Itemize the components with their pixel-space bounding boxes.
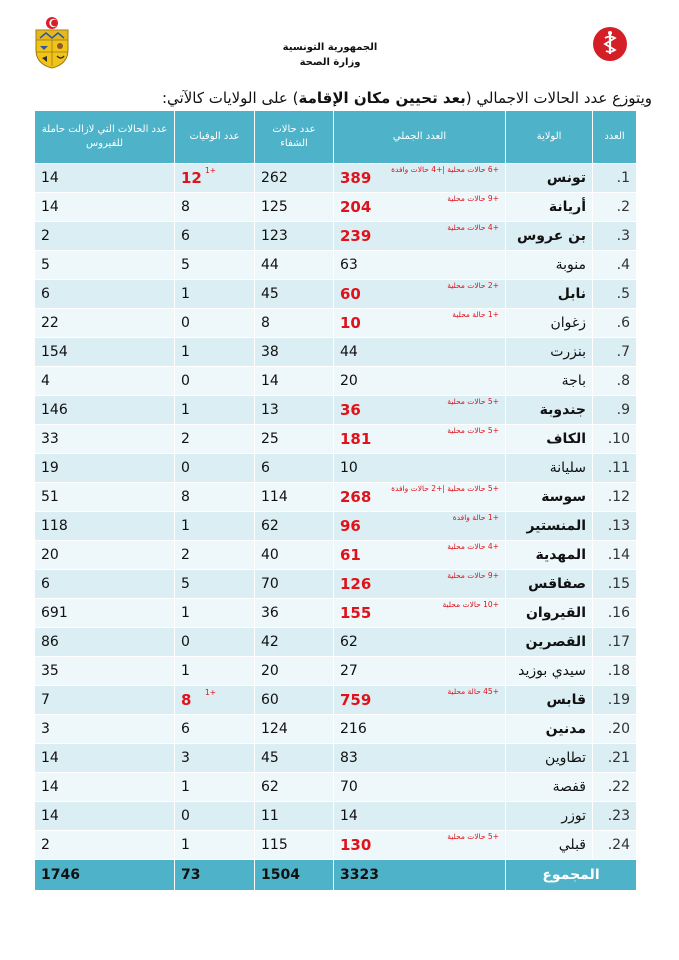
row-index: 17.: [593, 628, 637, 657]
table-row: [35, 309, 637, 338]
row-total: [334, 280, 506, 309]
deaths-value: 0: [181, 315, 190, 331]
row-recovered: 45: [255, 280, 334, 309]
totals-recovered: 1504: [255, 860, 334, 891]
row-deaths: [175, 686, 255, 715]
row-total: [334, 338, 506, 367]
table-row: [35, 251, 637, 280]
total-note: +4 حالات محلية: [447, 542, 499, 551]
row-governorate: سليانة: [506, 454, 593, 483]
deaths-value: 1: [181, 605, 190, 621]
row-index: 7.: [593, 338, 637, 367]
deaths-value: 0: [181, 808, 190, 824]
row-active: 22: [35, 309, 175, 338]
row-recovered: 62: [255, 512, 334, 541]
row-deaths: [175, 570, 255, 599]
row-recovered: 36: [255, 599, 334, 628]
row-deaths: [175, 251, 255, 280]
row-total: [334, 193, 506, 222]
table-row: [35, 744, 637, 773]
row-total: [334, 309, 506, 338]
table-row: [35, 541, 637, 570]
row-index: 9.: [593, 396, 637, 425]
row-total: [334, 222, 506, 251]
row-governorate: القصرين: [506, 628, 593, 657]
total-value: 759: [340, 691, 372, 709]
row-recovered: 60: [255, 686, 334, 715]
deaths-value: 6: [181, 228, 190, 244]
row-recovered: 115: [255, 831, 334, 860]
total-value: 27: [340, 663, 358, 679]
intro-bold: بعد تحيين مكان الإقامة: [298, 89, 466, 107]
row-total: [334, 541, 506, 570]
row-active: 86: [35, 628, 175, 657]
table-row: [35, 831, 637, 860]
totals-total: 3323: [334, 860, 506, 891]
total-value: 61: [340, 546, 361, 564]
row-recovered: 38: [255, 338, 334, 367]
deaths-value: 8: [181, 199, 190, 215]
row-governorate: توزر: [506, 802, 593, 831]
row-governorate: جندوبة: [506, 396, 593, 425]
row-index: 16.: [593, 599, 637, 628]
row-deaths: [175, 367, 255, 396]
row-governorate: زغوان: [506, 309, 593, 338]
table-row: [35, 396, 637, 425]
row-recovered: 114: [255, 483, 334, 512]
deaths-value: 1: [181, 837, 190, 853]
intro-sentence: [30, 88, 652, 108]
header-active: عدد الحالات التي لازالت حاملة للفيروس: [35, 111, 175, 164]
table-row: [35, 454, 637, 483]
total-value: 70: [340, 779, 358, 795]
row-total: [334, 773, 506, 802]
row-index: 19.: [593, 686, 637, 715]
row-active: 14: [35, 744, 175, 773]
row-index: 22.: [593, 773, 637, 802]
row-deaths: [175, 512, 255, 541]
row-deaths: [175, 802, 255, 831]
table-row: [35, 802, 637, 831]
total-value: 10: [340, 314, 361, 332]
row-recovered: 20: [255, 657, 334, 686]
table-row: [35, 164, 637, 193]
ministry-title: [260, 40, 400, 70]
table-row: [35, 599, 637, 628]
deaths-value: 5: [181, 257, 190, 273]
table-row: [35, 628, 637, 657]
row-active: 691: [35, 599, 175, 628]
row-governorate: قابس: [506, 686, 593, 715]
table-row: [35, 570, 637, 599]
row-deaths: [175, 628, 255, 657]
total-value: 60: [340, 285, 361, 303]
row-active: 35: [35, 657, 175, 686]
row-deaths: [175, 773, 255, 802]
row-active: 33: [35, 425, 175, 454]
total-note: +5 حالات محلية: [447, 426, 499, 435]
deaths-value: 0: [181, 373, 190, 389]
row-recovered: 13: [255, 396, 334, 425]
row-total: [334, 744, 506, 773]
header-deaths: عدد الوفيات: [175, 111, 255, 164]
row-governorate: باجة: [506, 367, 593, 396]
deaths-value: 2: [181, 547, 190, 563]
row-active: 7: [35, 686, 175, 715]
total-value: 155: [340, 604, 372, 622]
row-total: [334, 367, 506, 396]
deaths-value: 5: [181, 576, 190, 592]
row-index: 18.: [593, 657, 637, 686]
row-recovered: 62: [255, 773, 334, 802]
row-active: 154: [35, 338, 175, 367]
row-total: [334, 483, 506, 512]
table-row: [35, 338, 637, 367]
row-index: 12.: [593, 483, 637, 512]
row-total: [334, 251, 506, 280]
total-note: +45 حالة محلية: [447, 687, 499, 696]
table-row: [35, 657, 637, 686]
row-index: 2.: [593, 193, 637, 222]
row-total: [334, 628, 506, 657]
row-index: 6.: [593, 309, 637, 338]
deaths-value: 1: [181, 402, 190, 418]
total-note: +4 حالات محلية: [447, 223, 499, 232]
table-row: [35, 512, 637, 541]
cases-by-governorate-table: [34, 110, 637, 891]
ministry-of-health-logo-icon: [592, 26, 628, 62]
row-active: 2: [35, 831, 175, 860]
row-deaths: [175, 715, 255, 744]
total-value: 14: [340, 808, 358, 824]
table-row: [35, 686, 637, 715]
total-value: 10: [340, 460, 358, 476]
total-value: 63: [340, 257, 358, 273]
row-recovered: 14: [255, 367, 334, 396]
total-note: +2 حالات محلية: [447, 281, 499, 290]
row-index: 1.: [593, 164, 637, 193]
row-index: 10.: [593, 425, 637, 454]
row-total: [334, 831, 506, 860]
row-recovered: 8: [255, 309, 334, 338]
deaths-value: 1: [181, 779, 190, 795]
document-header: [0, 0, 679, 86]
intro-suffix: ) على الولايات كالآتي:: [162, 89, 299, 107]
row-deaths: [175, 657, 255, 686]
totals-row: [35, 860, 637, 891]
total-note: +1 حالة وافدة: [452, 513, 499, 522]
row-total: [334, 802, 506, 831]
row-total: [334, 164, 506, 193]
row-index: 14.: [593, 541, 637, 570]
row-recovered: 70: [255, 570, 334, 599]
row-index: 8.: [593, 367, 637, 396]
row-recovered: 40: [255, 541, 334, 570]
total-value: 44: [340, 344, 358, 360]
deaths-value: 1: [181, 518, 190, 534]
row-governorate: صفاقس: [506, 570, 593, 599]
total-value: 204: [340, 198, 372, 216]
row-index: 21.: [593, 744, 637, 773]
total-note: +5 حالات محلية |+2 حالات وافدة: [391, 484, 499, 493]
row-active: 5: [35, 251, 175, 280]
total-value: 62: [340, 634, 358, 650]
row-deaths: [175, 164, 255, 193]
deaths-value: 12: [181, 169, 202, 187]
row-recovered: 262: [255, 164, 334, 193]
tunisia-coat-of-arms-icon: [30, 16, 74, 70]
row-active: 6: [35, 280, 175, 309]
total-note: +5 حالات محلية: [447, 397, 499, 406]
row-active: 6: [35, 570, 175, 599]
row-active: 118: [35, 512, 175, 541]
row-deaths: [175, 831, 255, 860]
deaths-value: 0: [181, 634, 190, 650]
row-total: [334, 657, 506, 686]
row-governorate: أريانة: [506, 193, 593, 222]
row-index: 13.: [593, 512, 637, 541]
row-governorate: قفصة: [506, 773, 593, 802]
row-index: 15.: [593, 570, 637, 599]
total-value: 83: [340, 750, 358, 766]
row-active: 51: [35, 483, 175, 512]
deaths-value: 8: [181, 691, 192, 709]
row-governorate: المهدية: [506, 541, 593, 570]
total-value: 239: [340, 227, 372, 245]
total-value: 20: [340, 373, 358, 389]
row-total: [334, 715, 506, 744]
row-deaths: [175, 396, 255, 425]
row-active: 4: [35, 367, 175, 396]
total-note: +9 حالات محلية: [447, 571, 499, 580]
total-note: +9 حالات محلية: [447, 194, 499, 203]
row-active: 14: [35, 773, 175, 802]
row-recovered: 11: [255, 802, 334, 831]
totals-active: 1746: [35, 860, 175, 891]
row-governorate: بن عروس: [506, 222, 593, 251]
row-governorate: المنستير: [506, 512, 593, 541]
row-governorate: سوسة: [506, 483, 593, 512]
row-governorate: القيروان: [506, 599, 593, 628]
row-recovered: 124: [255, 715, 334, 744]
total-value: 96: [340, 517, 361, 535]
total-note: +6 حالات محلية |+4 حالات وافدة: [391, 165, 499, 174]
row-governorate: الكاف: [506, 425, 593, 454]
row-recovered: 25: [255, 425, 334, 454]
row-deaths: [175, 599, 255, 628]
total-note: +5 حالات محلية: [447, 832, 499, 841]
row-recovered: 42: [255, 628, 334, 657]
row-recovered: 123: [255, 222, 334, 251]
row-governorate: تونس: [506, 164, 593, 193]
row-active: 146: [35, 396, 175, 425]
row-total: [334, 570, 506, 599]
total-note: +1 حالة محلية: [452, 310, 499, 319]
row-active: 19: [35, 454, 175, 483]
row-governorate: تطاوين: [506, 744, 593, 773]
table-row: [35, 280, 637, 309]
table-row: [35, 222, 637, 251]
totals-deaths: 73: [175, 860, 255, 891]
row-governorate: نابل: [506, 280, 593, 309]
row-deaths: [175, 280, 255, 309]
row-index: 3.: [593, 222, 637, 251]
deaths-value: 1: [181, 344, 190, 360]
table-row: [35, 425, 637, 454]
row-active: 20: [35, 541, 175, 570]
row-deaths: [175, 454, 255, 483]
total-value: 216: [340, 721, 367, 737]
row-deaths: [175, 338, 255, 367]
row-recovered: 44: [255, 251, 334, 280]
row-deaths: [175, 425, 255, 454]
table-row: [35, 773, 637, 802]
row-index: 24.: [593, 831, 637, 860]
row-active: 3: [35, 715, 175, 744]
total-value: 126: [340, 575, 372, 593]
table-row: [35, 193, 637, 222]
table-row: [35, 483, 637, 512]
row-total: [334, 396, 506, 425]
total-value: 389: [340, 169, 372, 187]
row-governorate: منوبة: [506, 251, 593, 280]
header-governorate: الولاية: [506, 111, 593, 164]
deaths-note: +1: [205, 166, 217, 175]
row-total: [334, 686, 506, 715]
republic-name: الجمهورية التونسية: [282, 42, 378, 53]
deaths-value: 2: [181, 431, 190, 447]
row-total: [334, 425, 506, 454]
table-header-row: [35, 111, 637, 164]
totals-label: المجموع: [506, 860, 637, 891]
deaths-note: +1: [205, 688, 217, 697]
row-index: 4.: [593, 251, 637, 280]
row-index: 23.: [593, 802, 637, 831]
table-row: [35, 367, 637, 396]
total-value: 130: [340, 836, 372, 854]
total-note: +10 حالات محلية: [442, 600, 499, 609]
row-governorate: سيدي بوزيد: [506, 657, 593, 686]
row-governorate: بنزرت: [506, 338, 593, 367]
total-value: 181: [340, 430, 372, 448]
deaths-value: 1: [181, 286, 190, 302]
total-value: 36: [340, 401, 361, 419]
deaths-value: 6: [181, 721, 190, 737]
deaths-value: 1: [181, 663, 190, 679]
row-index: 11.: [593, 454, 637, 483]
total-value: 268: [340, 488, 372, 506]
row-recovered: 6: [255, 454, 334, 483]
table-row: [35, 715, 637, 744]
row-total: [334, 512, 506, 541]
table-body: [35, 164, 637, 891]
header-recovered: عدد حالات الشفاء: [255, 111, 334, 164]
row-active: 14: [35, 802, 175, 831]
row-active: 2: [35, 222, 175, 251]
deaths-value: 0: [181, 460, 190, 476]
row-deaths: [175, 483, 255, 512]
intro-prefix: ويتوزع عدد الحالات الاجمالي (: [465, 89, 652, 107]
row-total: [334, 599, 506, 628]
row-deaths: [175, 222, 255, 251]
row-total: [334, 454, 506, 483]
ministry-name: وزارة الصحة: [299, 57, 361, 68]
row-deaths: [175, 744, 255, 773]
row-deaths: [175, 309, 255, 338]
row-index: 20.: [593, 715, 637, 744]
row-governorate: مدنين: [506, 715, 593, 744]
header-index: العدد: [593, 111, 637, 164]
row-deaths: [175, 193, 255, 222]
row-recovered: 45: [255, 744, 334, 773]
row-active: 14: [35, 193, 175, 222]
row-deaths: [175, 541, 255, 570]
row-governorate: قبلي: [506, 831, 593, 860]
deaths-value: 8: [181, 489, 190, 505]
row-active: 14: [35, 164, 175, 193]
header-total: العدد الجملي: [334, 111, 506, 164]
deaths-value: 3: [181, 750, 190, 766]
row-index: 5.: [593, 280, 637, 309]
row-recovered: 125: [255, 193, 334, 222]
